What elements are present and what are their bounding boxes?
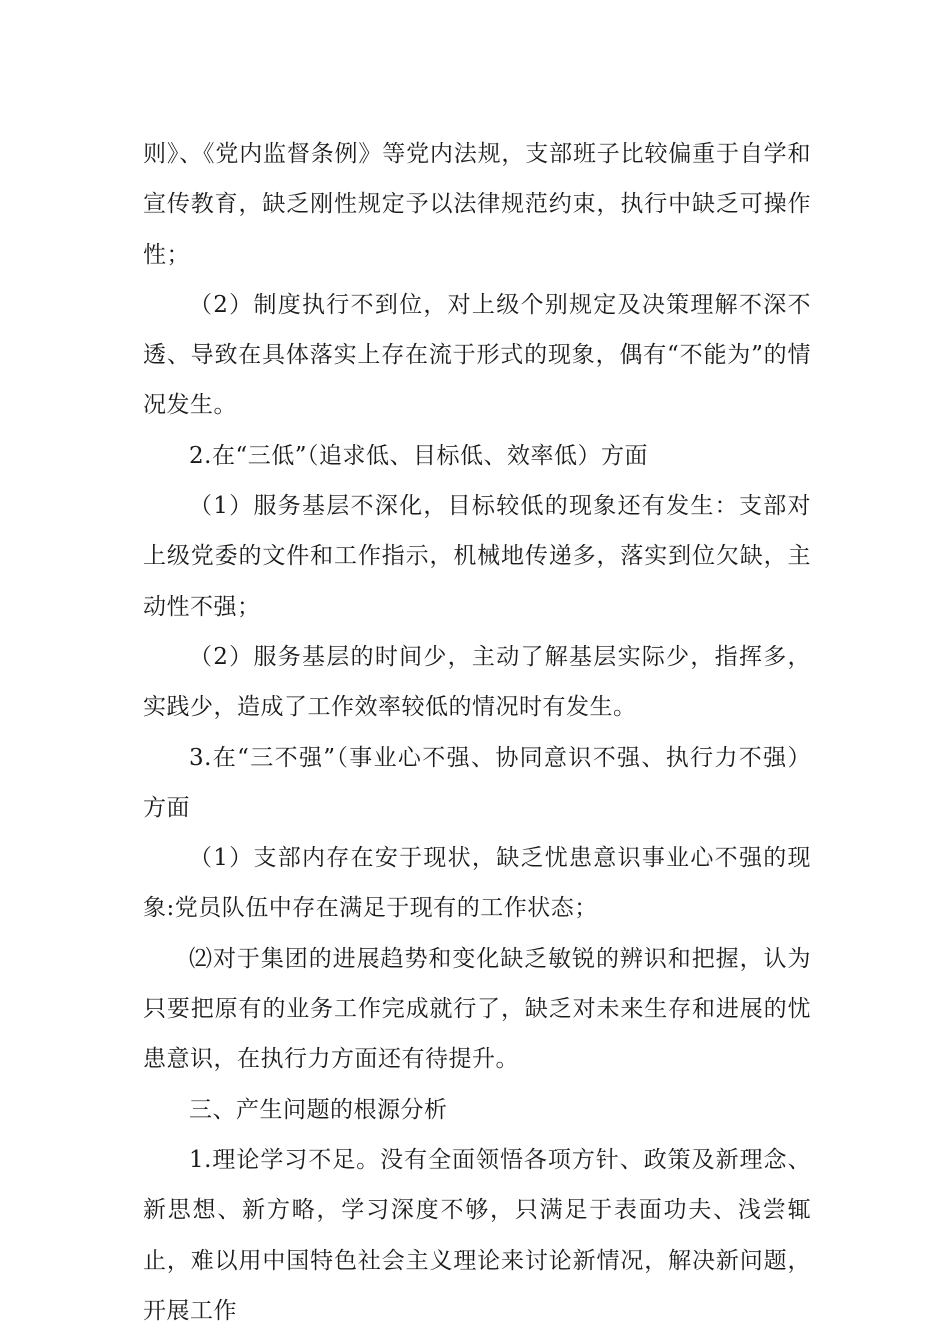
section-heading-three-lows: 2.在“三低”（追求低、目标低、效率低）方面 xyxy=(189,442,648,469)
section-heading-root-cause: 三、产生问题的根源分析 xyxy=(189,1096,448,1123)
document-body xyxy=(143,129,811,1336)
paragraph-root-1: 1.理论学习不足。没有全面领悟各项方针、政策及新理念、新思想、新方略，学习深度不够，只满足于表面功夫、浅尝辄止，难以用中国特色社会主义理论来讨论新情况，解决新问题，开展工作 xyxy=(143,1146,811,1324)
paragraph-3-1: （1）支部内存在安于现状，缺乏忧患意识事业心不强的现象:党员队伍中存在满足于现有的工作状态； xyxy=(143,845,811,922)
paragraph-2-2: （2）服务基层的时间少，主动了解基层实际少，指挥多，实践少，造成了工作效率较低的情况时有发生。 xyxy=(143,643,811,721)
paragraph-1-2-execution: （2）制度执行不到位，对上级个别规定及决策理解不深不透、导致在具体落实上存在流于形式的现象，偶有“不能为”的情况发生。 xyxy=(143,291,811,419)
section-heading-three-not-strong: 3.在“三不强”（事业心不强、协同意识不强、执行力不强）方面 xyxy=(143,744,811,821)
paragraph-2-1: （1）服务基层不深化，目标较低的现象还有发生：支部对上级党委的文件和工作指示，机械地传递多，落实到位欠缺，主动性不强； xyxy=(143,493,811,620)
paragraph-continued-rules: 则》、《党内监督条例》等党内法规，支部班子比较偏重于自学和宣传教育，缺乏刚性规定予以法律规范约束，执行中缺乏可操作性； xyxy=(143,141,811,268)
paragraph-3-2: ⑵对于集团的进展趋势和变化缺乏敏锐的辨识和把握，认为只要把原有的业务工作完成就行了，缺乏对未来生存和进展的忧患意识，在执行力方面还有待提升。 xyxy=(143,945,811,1073)
